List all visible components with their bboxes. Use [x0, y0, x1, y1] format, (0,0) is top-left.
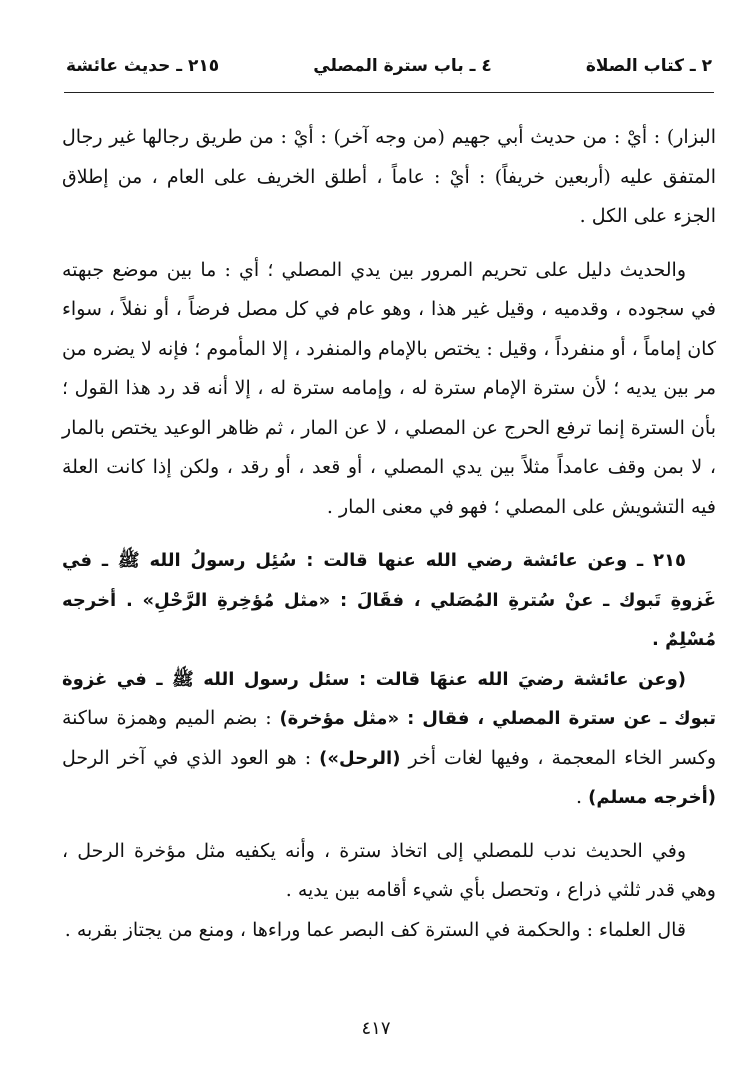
hadith-text: ٢١٥ ـ وعن عائشة رضي الله عنها قالت : سُئِل رسولُ الله ﷺ ـ في غَزوةِ تَبوك ـ عنْ سُترةِ المُصَلي ، فقَالَ : «مثل مُؤخِرةِ الرَّحْلِ» . أخرجه مُسْلِمٌ .: [62, 550, 716, 650]
paragraph-text: قال العلماء : والحكمة في السترة كف البصر عما وراءها ، ومنع من يجتاز بقربه .: [64, 918, 686, 941]
explanation-text: : بضم الميم وهمزة ساكنة وكسر الخاء المعجمة ، وفيها لغات أخر: [62, 707, 716, 769]
paragraph-sutra-benefit: [62, 832, 716, 911]
hadith-215-text: [62, 541, 716, 660]
explanation-text: .: [576, 786, 589, 808]
header-section: ٤ ـ باب سترة المصلي: [313, 56, 492, 76]
quoted-hadith: (وعن عائشة رضيَ الله عنهَا قالت : سئل رسول الله ﷺ ـ في غزوة تبوك ـ عن سترة المصلي ، فقال : «مثل مؤخرة): [62, 668, 716, 729]
header-hadith: ٢١٥ ـ حديث عائشة: [66, 56, 220, 76]
paragraph-commentary-intro: [62, 118, 716, 237]
paragraph-text: البزار) : أيْ : من حديث أبي جهيم (من وجه آخر) : أيْ : من طريق رجالها غير رجال المتفق عليه (أربعين خريفاً) : أيْ : عاماً ، أطلق الخريف على العام ، من إطلاق الجزء على الكل .: [62, 126, 716, 227]
page-body: [62, 118, 716, 950]
header-divider: [64, 92, 714, 93]
quoted-word: (الرحل»): [319, 747, 401, 769]
running-header: [66, 46, 712, 86]
quoted-source: (أخرجه مسلم): [588, 787, 716, 808]
explanation-text: : هو العود الذي في آخر الرحل: [62, 746, 320, 769]
paragraph-text: والحديث دليل على تحريم المرور بين يدي المصلي ؛ أي : ما بين موضع جبهته في سجوده ، وقدميه ، وقيل غير هذا ، وهو عام في كل مصل فرضاً ، أو نفلاً ، سواء كان إماماً ، أو منفرداً ، وقيل : يختص بالإمام والمنفرد ، إلا المأموم ؛ فإنه لا يضره من مر بين يديه ؛ لأن سترة الإمام سترة له ، وإمامه سترة له ، إلا أنه قد رد هذا القول ؛ بأن السترة إنما ترفع الحرج عن المصلي ، لا عن المار ، ثم ظاهر الوعيد يختص بالمار ، لا بمن وقف عامداً مثلاً بين يدي المصلي ، أو قعد ، أو رقد ، ولكن إذا كانت العلة فيه التشويش على المصلي ؛ فهو في معنى المار .: [62, 258, 716, 518]
page-number: ٤١٧: [361, 1018, 391, 1039]
paragraph-scholars-wisdom: [62, 911, 716, 951]
paragraph-passing-ruling: [62, 251, 716, 528]
header-chapter: ٢ ـ كتاب الصلاة: [585, 56, 712, 76]
paragraph-hadith-explanation: [62, 660, 716, 818]
paragraph-text: وفي الحديث ندب للمصلي إلى اتخاذ سترة ، وأنه يكفيه مثل مؤخرة الرحل ، وهي قدر ثلثي ذراع ، وتحصل بأي شيء أقامه بين يديه .: [62, 839, 716, 901]
